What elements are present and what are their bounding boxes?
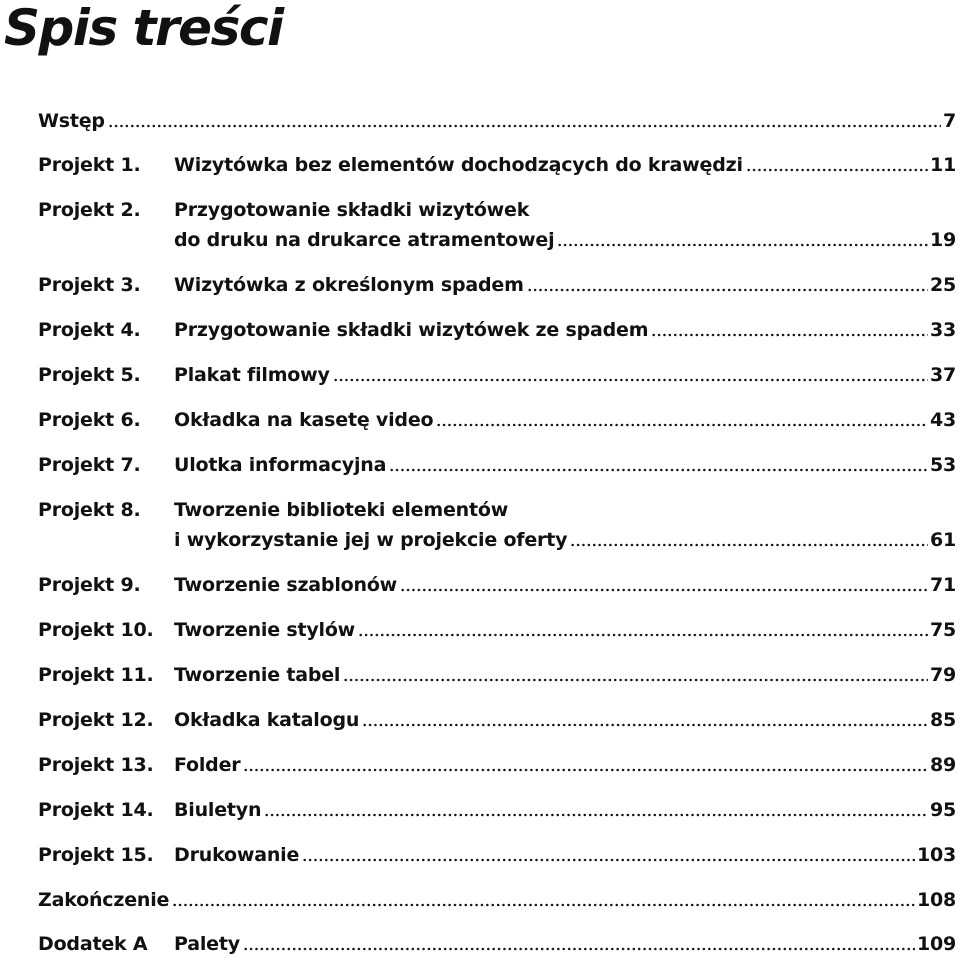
toc-entry-line: [38, 889, 956, 911]
toc-entry-title: Ulotka informacyjna: [174, 454, 387, 476]
toc-page-number: 108: [916, 889, 956, 911]
toc-entry-line: [174, 454, 956, 476]
toc-entry-title: Drukowanie: [174, 844, 300, 866]
toc-entry-title: Tworzenie stylów: [174, 619, 356, 641]
dot-leader: [527, 288, 928, 292]
toc-entry-line: [174, 409, 956, 431]
dot-leader: [358, 633, 928, 637]
toc-entry-line: [174, 154, 956, 176]
toc-entry-title: Okładka na kasetę video: [174, 409, 434, 431]
toc-entry-line: [174, 274, 956, 296]
toc-entry-label: Projekt 12.: [38, 709, 154, 731]
dot-leader: [243, 947, 915, 951]
toc-page-number: 95: [929, 799, 956, 821]
toc-entry-line: [174, 664, 956, 686]
toc-entry-title: Folder: [174, 754, 241, 776]
toc-entry-label: Projekt 6.: [38, 409, 141, 431]
toc-page-number: 11: [929, 154, 956, 176]
toc-entry-title: Przygotowanie składki wizytówek ze spadem: [174, 319, 649, 341]
toc-page-number: 109: [916, 933, 956, 955]
toc-entry-title: Palety: [174, 933, 240, 955]
toc-entry-title: Okładka katalogu: [174, 709, 360, 731]
toc-entry-line: [38, 110, 956, 132]
toc-page-number: 89: [929, 754, 956, 776]
toc-page-number: 103: [916, 844, 956, 866]
toc-page-number: 71: [929, 574, 956, 596]
toc-entry-title: Biuletyn: [174, 799, 262, 821]
dot-leader: [243, 768, 928, 772]
toc-entry-title-continued: do druku na drukarce atramentowej: [174, 229, 555, 251]
dot-leader: [302, 858, 915, 862]
page-title: Spis treści: [4, 0, 283, 57]
toc-entry-line: [174, 319, 956, 341]
dot-leader: [264, 813, 928, 817]
toc-entry-title: Przygotowanie składki wizytówek: [174, 199, 530, 221]
dot-leader: [570, 543, 928, 547]
dot-leader: [343, 678, 928, 682]
toc-entry-line: [174, 529, 956, 551]
dot-leader: [172, 903, 915, 907]
toc-entry-line: [174, 364, 956, 386]
toc-entry-label: Projekt 10.: [38, 619, 154, 641]
toc-entry-line: [174, 933, 956, 955]
dot-leader: [400, 588, 928, 592]
toc-entry-line: [174, 799, 956, 821]
toc-entry-label: Projekt 7.: [38, 454, 141, 476]
dot-leader: [333, 378, 928, 382]
toc-entry-title: Tworzenie tabel: [174, 664, 341, 686]
toc-entry-line: [174, 844, 956, 866]
dot-leader: [362, 723, 928, 727]
toc-entry-label: Projekt 2.: [38, 199, 141, 221]
toc-page-number: 43: [929, 409, 956, 431]
toc-page-number: 25: [929, 274, 956, 296]
toc-entry-title: Plakat filmowy: [174, 364, 330, 386]
toc-entry-line: [174, 709, 956, 731]
toc-page-number: 19: [929, 229, 956, 251]
dot-leader: [651, 333, 928, 337]
toc-entry-line: [174, 754, 956, 776]
toc-entry-title: Tworzenie szablonów: [174, 574, 398, 596]
toc-entry-label: Projekt 13.: [38, 754, 154, 776]
toc-entry-line: [174, 619, 956, 641]
toc-page-number: 7: [942, 110, 956, 132]
toc-page-number: 85: [929, 709, 956, 731]
toc-entry-title: Zakończenie: [38, 889, 170, 911]
dot-leader: [389, 468, 928, 472]
toc-entry-title: Wizytówka bez elementów dochodzących do krawędzi: [174, 154, 743, 176]
toc-entry-label: Projekt 5.: [38, 364, 141, 386]
dot-leader: [746, 168, 928, 172]
toc-entry-title: Wizytówka z określonym spadem: [174, 274, 524, 296]
toc-entry-title-continued: i wykorzystanie jej w projekcie oferty: [174, 529, 568, 551]
toc-page-number: 33: [929, 319, 956, 341]
toc-page-number: 37: [929, 364, 956, 386]
dot-leader: [108, 124, 941, 128]
toc-entry-line: [174, 229, 956, 251]
toc-entry-label: Projekt 1.: [38, 154, 141, 176]
dot-leader: [436, 423, 928, 427]
toc-page-number: 75: [929, 619, 956, 641]
toc-entry-label: Dodatek A: [38, 933, 148, 955]
toc-page-number: 53: [929, 454, 956, 476]
dot-leader: [557, 243, 928, 247]
toc-entry-label: Projekt 15.: [38, 844, 154, 866]
toc-entry-label: Projekt 9.: [38, 574, 141, 596]
toc-entry-title: Wstęp: [38, 110, 105, 132]
toc-page-number: 61: [929, 529, 956, 551]
toc-entry-label: Projekt 14.: [38, 799, 154, 821]
toc-page-number: 79: [929, 664, 956, 686]
toc-entry-label: Projekt 11.: [38, 664, 154, 686]
toc-entry-label: Projekt 4.: [38, 319, 141, 341]
toc-entry-title: Tworzenie biblioteki elementów: [174, 499, 509, 521]
toc-entry-label: Projekt 3.: [38, 274, 141, 296]
toc-entry-label: Projekt 8.: [38, 499, 141, 521]
toc-entry-line: [174, 574, 956, 596]
